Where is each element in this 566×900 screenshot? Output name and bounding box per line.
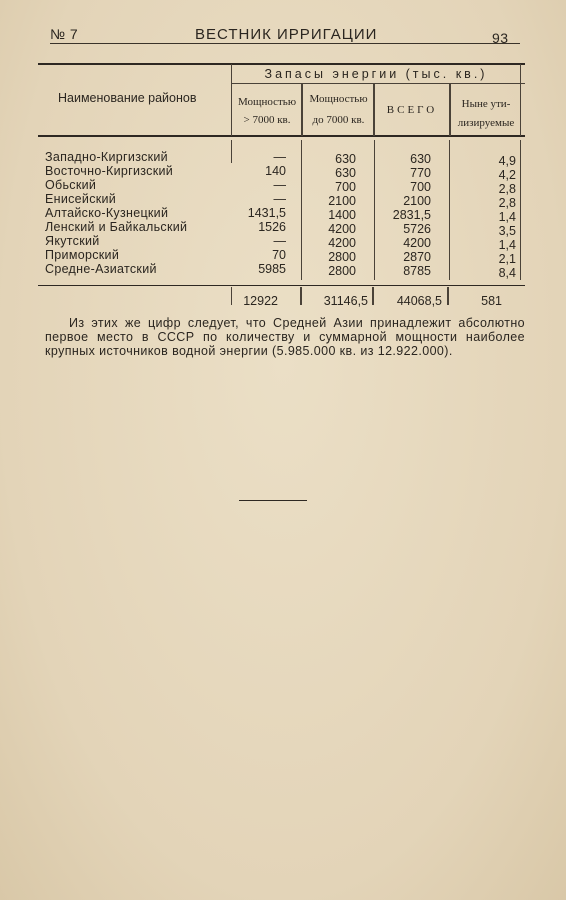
header-rule (50, 43, 520, 44)
capacity-under-7000: 2800 (328, 264, 356, 278)
col3-header: ВСЕГО (386, 104, 438, 116)
col-divider-3-total (372, 287, 374, 305)
capacity-under-7000: 2800 (328, 250, 356, 264)
table-top-rule (38, 63, 525, 65)
total: 5726 (403, 222, 431, 236)
header-bottom-rule (38, 135, 525, 137)
col-divider-4-total (447, 287, 449, 305)
body-paragraph (45, 316, 525, 358)
utilized: 3,5 (498, 224, 516, 238)
total-utilized: 581 (481, 294, 502, 308)
col4-header-line1: Ныне ути- (461, 98, 511, 110)
col2-header-line2: до 7000 кв. (312, 114, 365, 126)
col-divider-3-body (374, 140, 375, 280)
region-name: Западно-Киргизский (45, 150, 168, 164)
capacity-over-7000: 70 (272, 248, 286, 262)
col2-header-line1: Мощностью (309, 93, 368, 105)
page-number: 93 (492, 30, 509, 46)
utilized: 2,1 (498, 252, 516, 266)
total-over-7000: 12922 (243, 294, 278, 308)
section-end-rule (239, 500, 307, 501)
capacity-over-7000: 5985 (258, 262, 286, 276)
total-all: 44068,5 (396, 294, 442, 308)
utilized: 1,4 (498, 210, 516, 224)
capacity-over-7000: — (273, 178, 286, 192)
capacity-over-7000: 140 (265, 164, 286, 178)
region-name: Якутский (45, 234, 100, 248)
utilized: 4,9 (498, 154, 516, 168)
col-name-header: Наименование районов (58, 91, 197, 105)
utilized: 4,2 (498, 168, 516, 182)
col1-header-line1: Мощностью (237, 96, 297, 108)
capacity-over-7000: 1526 (258, 220, 286, 234)
utilized: 8,4 (498, 266, 516, 280)
total: 8785 (403, 264, 431, 278)
col4-header-line2: лизируемые (457, 117, 515, 129)
group-header: Запасы энергии (тыс. кв.) (264, 67, 488, 81)
utilized: 2,8 (498, 182, 516, 196)
col-divider-4-body (449, 140, 450, 280)
capacity-under-7000: 1400 (328, 208, 356, 222)
total: 2100 (403, 194, 431, 208)
col1-header-line2: > 7000 кв. (243, 114, 291, 126)
capacity-under-7000: 4200 (328, 236, 356, 250)
col-divider-5-body (520, 140, 521, 280)
capacity-over-7000: — (273, 192, 286, 206)
capacity-over-7000: 1431,5 (247, 206, 286, 220)
region-name: Алтайско-Кузнецкий (45, 206, 169, 220)
region-name: Средне-Азиатский (45, 262, 157, 276)
journal-title: ВЕСТНИК ИРРИГАЦИИ (195, 26, 378, 43)
col-divider-2-header (301, 84, 303, 136)
issue-number: № 7 (50, 26, 79, 42)
total: 700 (410, 180, 431, 194)
capacity-under-7000: 700 (335, 180, 356, 194)
total: 770 (410, 166, 431, 180)
totals-rule (38, 285, 525, 286)
region-name: Енисейский (45, 192, 117, 206)
col-divider-2-body (301, 140, 302, 280)
capacity-under-7000: 630 (335, 166, 356, 180)
total: 4200 (403, 236, 431, 250)
utilized: 1,4 (498, 238, 516, 252)
total: 630 (410, 152, 431, 166)
region-name: Обьский (45, 178, 97, 192)
region-name: Ленский и Байкальский (45, 220, 188, 234)
total: 2870 (403, 250, 431, 264)
total-under-7000: 31146,5 (323, 294, 368, 308)
total: 2831,5 (392, 208, 431, 222)
region-name: Восточно-Киргизский (45, 164, 174, 178)
col-divider-2-total (300, 287, 302, 305)
capacity-under-7000: 4200 (328, 222, 356, 236)
capacity-over-7000: — (273, 150, 286, 164)
capacity-under-7000: 630 (335, 152, 356, 166)
utilized: 2,8 (498, 196, 516, 210)
capacity-under-7000: 2100 (328, 194, 356, 208)
capacity-over-7000: — (273, 234, 286, 248)
group-header-rule (232, 83, 525, 84)
region-name: Приморский (45, 248, 120, 262)
paragraph-text: Из этих же цифр следует, что Средней Азии принадлежит абсолютно первое место в СССР по количеству и суммарной мощности наиболее крупных источников водной энергии (5.985.000 кв. из 12.922.000). (45, 316, 525, 358)
